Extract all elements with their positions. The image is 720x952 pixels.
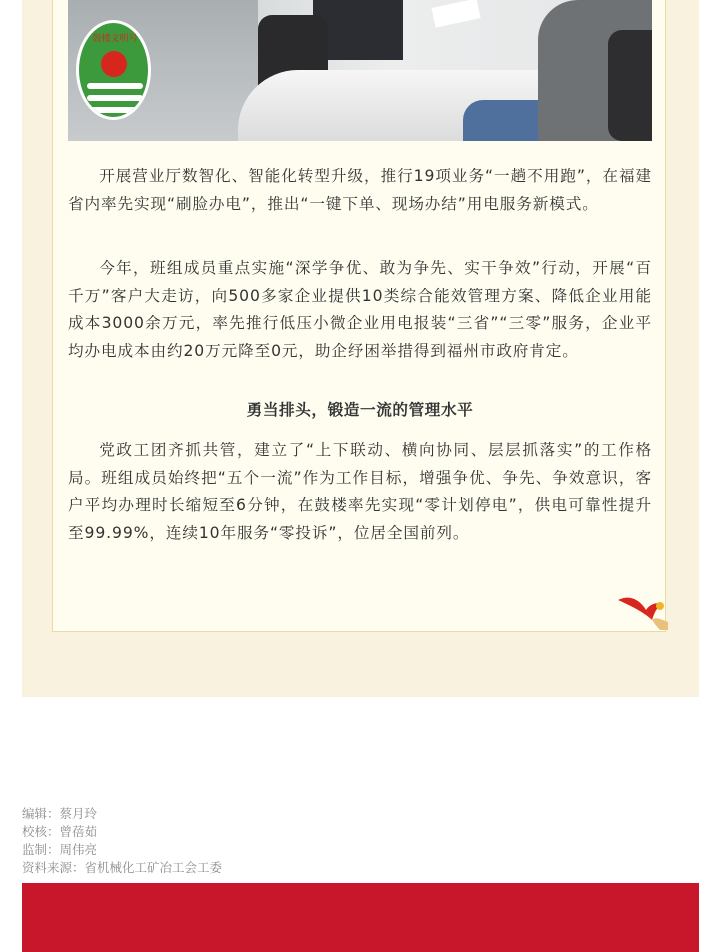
footer-red-band [22,883,699,952]
logo-stripe [87,107,143,113]
logo-sun-icon [101,51,127,77]
section-heading: 勇当排头，锻造一流的管理水平 [246,401,474,419]
credits-block [22,805,222,877]
logo-text: 鼓楼文明号 [92,34,138,44]
flame-decoration-icon [616,592,668,632]
article-photo [68,0,652,141]
civilization-logo [76,20,151,120]
logo-stripe [87,95,143,101]
photo-document [431,0,480,28]
credit-source: 资料来源：省机械化工矿冶工会工委 [22,860,223,875]
article-paragraph: 开展营业厅数智化、智能化转型升级，推行19项业务“一趟不用跑”，在福建省内率先实现“刷脸办电”，推出“一键下单、现场办结”用电服务新模式。 [68,167,652,213]
logo-stripe [87,83,143,89]
article-paragraph: 党政工团齐抓共管，建立了“上下联动、横向协同、层层抓落实”的工作格局。班组成员始终把“五个一流”作为工作目标，增强争优、争先、争效意识，客户平均办理时长缩短至6分钟，在鼓楼率先实现“零计划停电”，供电可靠性提升至99.99%，连续10年服务“零投诉”，位居全国前列。 [68,441,652,542]
article-paragraph: 今年，班组成员重点实施“深学争优、敢为争先、实干争效”行动，开展“百千万”客户大走访，向500多家企业提供10类综合能效管理方案、降低企业用能成本3000余万元，率先推行低压小微企业用电报装“三省”“三零”服务，企业平均办电成本由约20万元降至0元，助企纾困举措得到福州市政府肯定。 [68,259,652,360]
credit-proofreader: 校核：曾蓓茹 [22,824,98,839]
credit-editor: 编辑：蔡月玲 [22,806,98,821]
credit-supervisor: 监制：周伟亮 [22,842,98,857]
photo-chair-right [608,30,652,141]
